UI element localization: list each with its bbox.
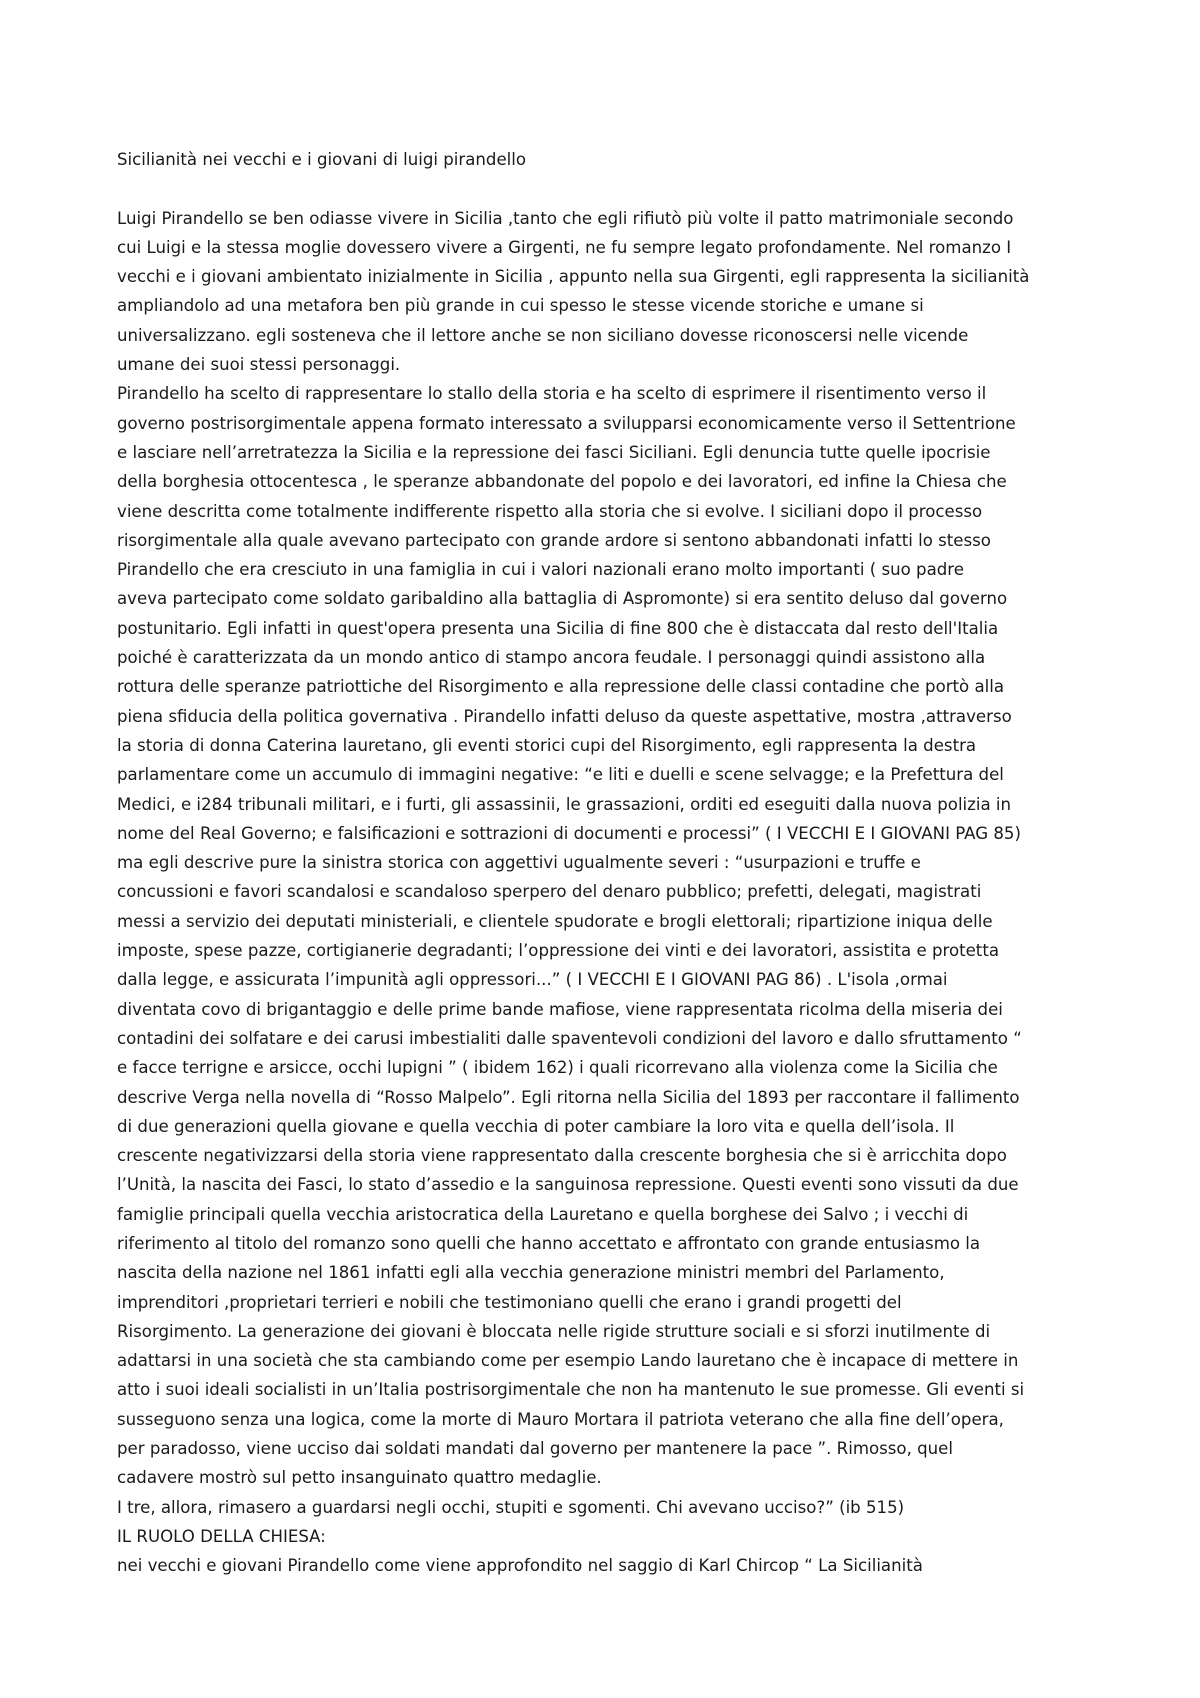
text-line: nei vecchi e giovani Pirandello come viene approfondito nel saggio di Karl Chircop “ La Sicilianità bbox=[117, 1556, 923, 1576]
text-line: Luigi Pirandello se ben odiasse vivere in Sicilia ,tanto che egli rifiutò più volte il patto matrimoniale secondo bbox=[117, 208, 1014, 228]
text-line: postunitario. Egli infatti in quest'opera presenta una Sicilia di fine 800 che è distaccata dal resto dell'Italia bbox=[117, 618, 999, 638]
text-line: famiglie principali quella vecchia aristocratica della Lauretano e quella borghese dei Salvo ; i vecchi di bbox=[117, 1204, 969, 1224]
text-line: imposte, spese pazze, cortigianerie degradanti; l’oppressione dei vinti e dei lavoratori, assistita e protetta bbox=[117, 941, 999, 961]
text-line: atto i suoi ideali socialisti in un’Italia postrisorgimentale che non ha mantenuto le sue promesse. Gli eventi si bbox=[117, 1380, 1025, 1400]
text-line: descrive Verga nella novella di “Rosso Malpelo”. Egli ritorna nella Sicilia del 1893 per raccontare il fallimento bbox=[117, 1087, 1020, 1107]
text-line: concussioni e favori scandalosi e scandaloso sperpero del denaro pubblico; prefetti, delegati, magistrati bbox=[117, 882, 982, 902]
text-line: imprenditori ,proprietari terrieri e nobili che testimoniano quelli che erano i grandi progetti del bbox=[117, 1292, 902, 1312]
text-line: governo postrisorgimentale appena formato interessato a svilupparsi economicamente verso il Settentrione bbox=[117, 413, 1016, 433]
document-body bbox=[117, 145, 1077, 1581]
text-line: cui Luigi e la stessa moglie dovessero vivere a Girgenti, ne fu sempre legato profondamente. Nel romanzo I bbox=[117, 237, 1012, 257]
text-line: della borghesia ottocentesca , le speranze abbandonate del popolo e dei lavoratori, ed infine la Chiesa che bbox=[117, 472, 1007, 492]
text-line: I tre, allora, rimasero a guardarsi negli occhi, stupiti e sgomenti. Chi avevano ucciso?” (ib 515) bbox=[117, 1497, 905, 1517]
text-line: riferimento al titolo del romanzo sono quelli che hanno accettato e affrontato con grande entusiasmo la bbox=[117, 1233, 981, 1253]
text-line: aveva partecipato come soldato garibaldino alla battaglia di Aspromonte) si era sentito deluso dal governo bbox=[117, 589, 1008, 609]
text-line: nome del Real Governo; e falsificazioni e sottrazioni di documenti e processi” ( I VECCHI E I GIOVANI PAG 85) bbox=[117, 823, 1021, 843]
text-line: cadavere mostrò sul petto insanguinato quattro medaglie. bbox=[117, 1468, 602, 1488]
text-line: adattarsi in una società che sta cambiando come per esempio Lando lauretano che è incapace di mettere in bbox=[117, 1351, 1019, 1371]
text-line: nascita della nazione nel 1861 infatti egli alla vecchia generazione ministri membri del Parlamento, bbox=[117, 1263, 945, 1283]
text-line: Medici, e i284 tribunali militari, e i furti, gli assassinii, le grassazioni, orditi ed eseguiti dalla nuova polizia in bbox=[117, 794, 1012, 814]
text-line: vecchi e i giovani ambientato inizialmente in Sicilia , appunto nella sua Girgenti, egli rappresenta la sicilianità bbox=[117, 267, 1030, 287]
text-line: risorgimentale alla quale avevano partecipato con grande ardore si sentono abbandonati infatti lo stesso bbox=[117, 530, 991, 550]
text-line: ma egli descrive pure la sinistra storica con aggettivi ugualmente severi : “usurpazioni e truffe e bbox=[117, 853, 921, 873]
text-line: umane dei suoi stessi personaggi. bbox=[117, 355, 401, 375]
text-line: ampliandolo ad una metafora ben più grande in cui spesso le stesse vicende storiche e umane si bbox=[117, 296, 924, 316]
text-line: universalizzano. egli sosteneva che il lettore anche se non siciliano dovesse riconoscersi nelle vicende bbox=[117, 325, 969, 345]
text-line: parlamentare come un accumulo di immagini negative: “e liti e duelli e scene selvagge; e la Prefettura del bbox=[117, 765, 1004, 785]
text-line: Pirandello che era cresciuto in una famiglia in cui i valori nazionali erano molto importanti ( suo padre bbox=[117, 560, 964, 580]
text-line: poiché è caratterizzata da un mondo antico di stampo ancora feudale. I personaggi quindi assistono alla bbox=[117, 648, 986, 668]
text-line: contadini dei solfatare e dei carusi imbestialiti dalle spaventevoli condizioni del lavoro e dallo sfruttamento “ bbox=[117, 1028, 1022, 1048]
text-line: di due generazioni quella giovane e quella vecchia di poter cambiare la loro vita e quella dell’isola. Il bbox=[117, 1116, 955, 1136]
text-line: Pirandello ha scelto di rappresentare lo stallo della storia e ha scelto di esprimere il risentimento verso il bbox=[117, 384, 987, 404]
text-line: susseguono senza una logica, come la morte di Mauro Mortara il patriota veterano che alla fine dell’opera, bbox=[117, 1409, 1004, 1429]
text-line: messi a servizio dei deputati ministeriali, e clientele spudorate e brogli elettorali; ripartizione iniqua delle bbox=[117, 911, 993, 931]
text-line: crescente negativizzarsi della storia viene rappresentato dalla crescente borghesia che si è arricchita dopo bbox=[117, 1146, 1007, 1166]
text-line: per paradosso, viene ucciso dai soldati mandati dal governo per mantenere la pace ”. Rimosso, quel bbox=[117, 1439, 953, 1459]
text-line: dalla legge, e assicurata l’impunità agli oppressori...” ( I VECCHI E I GIOVANI PAG 86) . L'isola ,ormai bbox=[117, 970, 948, 990]
text-line: e lasciare nell’arretratezza la Sicilia e la repressione dei fasci Siciliani. Egli denuncia tutte quelle ipocrisie bbox=[117, 442, 991, 462]
text-line: e facce terrigne e arsicce, occhi lupigni ” ( ibidem 162) i quali ricorrevano alla violenza come la Sicilia che bbox=[117, 1058, 998, 1078]
text-line: la storia di donna Caterina lauretano, gli eventi storici cupi del Risorgimento, egli rappresenta la destra bbox=[117, 735, 977, 755]
text-lines bbox=[117, 204, 1077, 1581]
text-line: IL RUOLO DELLA CHIESA: bbox=[117, 1526, 326, 1546]
text-line: viene descritta come totalmente indifferente rispetto alla storia che si evolve. I siciliani dopo il processo bbox=[117, 501, 983, 521]
paragraph-gap bbox=[117, 174, 1077, 203]
text-line: rottura delle speranze patriottiche del Risorgimento e alla repressione delle classi contadine che portò alla bbox=[117, 677, 1005, 697]
text-line: piena sfiducia della politica governativa . Pirandello infatti deluso da queste aspettative, mostra ,attraverso bbox=[117, 706, 1012, 726]
document-title: Sicilianità nei vecchi e i giovani di luigi pirandello bbox=[117, 150, 527, 169]
text-line: Risorgimento. La generazione dei giovani è bloccata nelle rigide strutture sociali e si sforzi inutilmente di bbox=[117, 1321, 991, 1341]
text-line: l’Unità, la nascita dei Fasci, lo stato d’assedio e la sanguinosa repressione. Questi eventi sono vissuti da due bbox=[117, 1175, 1019, 1195]
text-line: diventata covo di brigantaggio e delle prime bande mafiose, viene rappresentata ricolma della miseria dei bbox=[117, 999, 1003, 1019]
